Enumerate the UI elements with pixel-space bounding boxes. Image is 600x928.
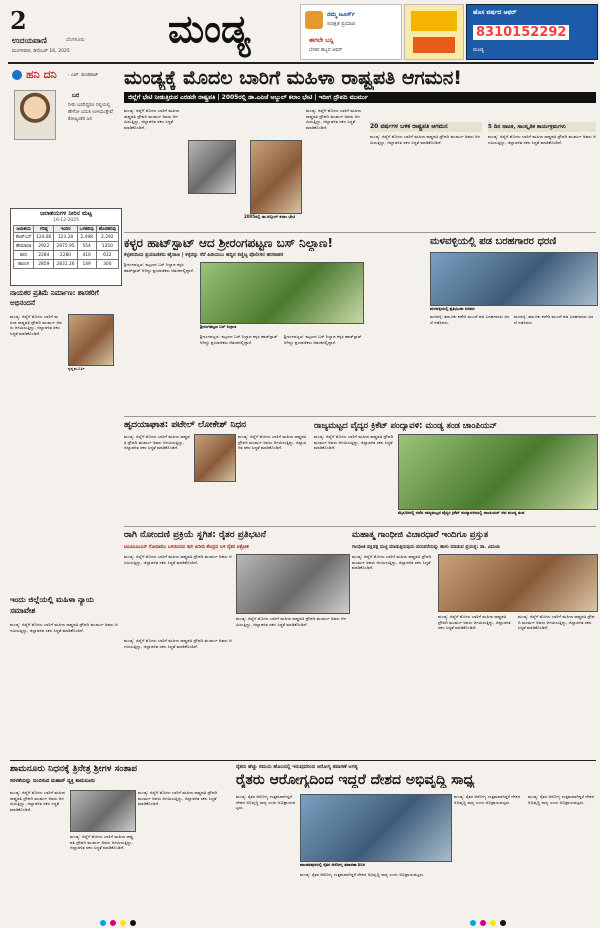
ad3-line1: ಹೊಸ ವರ್ಷದ ಆಫರ್ [473, 9, 517, 16]
reservoir-cell: ಕಬಿನಿ [14, 251, 34, 260]
farmers-kicker: ರೈತರು ಹೆಚ್ಚು ಸಮಯ ಹೊಲದಲ್ಲಿ ಇರುವುದರಿಂದ ಆರೋಗ್ಯ ತಪಾಸಣೆ ಅಗತ್ಯ [236, 764, 358, 770]
registration-mark-black [130, 920, 136, 926]
reservoir-cell: 1350 [96, 242, 118, 251]
reservoir-data-table [13, 225, 119, 269]
bus-headline: ಕಳ್ಳರ ಹಾಟ್‌ಸ್ಪಾಟ್ ಆದ ಶ್ರೀರಂಗಪಟ್ಟಣ ಬಸ್ ನಿಲ್ದಾಣ! [124, 236, 333, 250]
gandhi-body-col1: ಮಂಡ್ಯ: ಜಿಲ್ಲೆಗೆ ಮೊದಲ ಬಾರಿಗೆ ಮಹಿಳಾ ರಾಷ್ಟ್ರಪತಿ ದ್ರೌಪದಿ ಮುರ್ಮು ಅವರು ಆಗಮಿಸುತ್ತಿದ್ದು, ಜಿಲ್ಲಾಡಳಿತ ಸಕಲ ಸಿದ್ಧತೆ ಮಾಡಿಕೊಂಡಿದೆ. [352, 554, 432, 571]
rule-3 [124, 526, 596, 527]
registration-mark-black-2 [500, 920, 506, 926]
side-story-title: ನಾಯಕರ ಪ್ರತಿಮೆ ನಿರ್ಮಾಣ: ಶಾಸಕರಿಗೆ ಅಭಿನಂದನೆ [10, 289, 99, 307]
rule-4 [10, 760, 596, 761]
reservoir-cell: 124.80 [34, 233, 54, 242]
farmers-body-col3: ಮಂಡ್ಯ: ರೈತರ ಆರೋಗ್ಯ ಉತ್ತಮವಾಗಿದ್ದರೆ ದೇಶದ ಅಭಿವೃದ್ಧಿ ಸಾಧ್ಯ ಎಂದು ಅಭಿಪ್ರಾಯಪಟ್ಟರು. [454, 794, 521, 805]
farmers-body-col1: ಮಂಡ್ಯ: ರೈತರ ಆರೋಗ್ಯ ಉತ್ತಮವಾಗಿದ್ದರೆ ದೇಶದ ಅಭಿವೃದ್ಧಿ ಸಾಧ್ಯ ಎಂದು ಅಭಿಪ್ರಾಯಪಟ್ಟರು. [236, 794, 296, 811]
reservoir-cell: 2922 [34, 242, 54, 251]
hanidani-title: ಹನಿ ದನಿ [26, 68, 57, 81]
main-body-col2: ಮಂಡ್ಯ: ಜಿಲ್ಲೆಗೆ ಮೊದಲ ಬಾರಿಗೆ ಮಹಿಳಾ ರಾಷ್ಟ್ರಪತಿ ದ್ರೌಪದಿ ಮುರ್ಮು ಅವರು ಆಗಮಿಸುತ್ತಿದ್ದು, ಜಿಲ್ಲಾಡಳಿತ ಸಕಲ ಸಿದ್ಧತೆ ಮಾಡಿಕೊಂಡಿದೆ. [306, 108, 361, 130]
cricket-body: ಮಂಡ್ಯ: ಜಿಲ್ಲೆಗೆ ಮೊದಲ ಬಾರಿಗೆ ಮಹಿಳಾ ರಾಷ್ಟ್ರಪತಿ ದ್ರೌಪದಿ ಮುರ್ಮು ಅವರು ಆಗಮಿಸುತ್ತಿದ್ದು, ಜಿಲ್ಲಾಡಳಿತ ಸಕಲ ಸಿದ್ಧತೆ ಮಾಡಿಕೊಂಡಿದೆ. [314, 434, 394, 451]
shamanur-body-col3: ಮಂಡ್ಯ: ಜಿಲ್ಲೆಗೆ ಮೊದಲ ಬಾರಿಗೆ ಮಹಿಳಾ ರಾಷ್ಟ್ರಪತಿ ದ್ರೌಪದಿ ಮುರ್ಮು ಅವರು ಆಗಮಿಸುತ್ತಿದ್ದು, ಜಿಲ್ಲಾಡಳಿತ ಸಕಲ ಸಿದ್ಧತೆ ಮಾಡಿಕೊಂಡಿದೆ. [138, 790, 218, 807]
ad2-line2: ಬೆಳಕಿನ ಹಬ್ಬದ ಆಫರ್ [309, 48, 343, 53]
main-body-col1: ಮಂಡ್ಯ: ಜಿಲ್ಲೆಗೆ ಮೊದಲ ಬಾರಿಗೆ ಮಹಿಳಾ ರಾಷ್ಟ್ರಪತಿ ದ್ರೌಪದಿ ಮುರ್ಮು ಅವರು ಆಗಮಿಸುತ್ತಿದ್ದು, ಜಿಲ್ಲಾಡಳಿತ ಸಕಲ ಸಿದ್ಧತೆ ಮಾಡಿಕೊಂಡಿದೆ. [124, 108, 179, 130]
rain-body-col2: ಮಳವಳ್ಳಿ: ತಾಲೂಕು ಕಚೇರಿ ಮುಂದೆ ಪಡ ಬರಹಗಾರರು ಧರಣಿ ನಡೆಸಿದರು. [514, 314, 594, 325]
reservoir-header-cell: ಗರಿಷ್ಠ [34, 226, 54, 233]
hanidani-box [10, 66, 120, 206]
hanidani-byline: - ಎಚ್. ಡುಂಡಿರಾಜ್ [68, 73, 99, 78]
reservoir-header-cell: ಜಲಾಶಯ [14, 226, 34, 233]
side-story-photo-name: ಕೃಷ್ಣಮೂರ್ತಿ [68, 366, 85, 371]
main-box1-body: ಮಂಡ್ಯ: ಜಿಲ್ಲೆಗೆ ಮೊದಲ ಬಾರಿಗೆ ಮಹಿಳಾ ರಾಷ್ಟ್ರಪತಿ ದ್ರೌಪದಿ ಮುರ್ಮು ಅವರು ಆಗಮಿಸುತ್ತಿದ್ದು, ಜಿಲ್ಲಾಡಳಿತ ಸಕಲ ಸಿದ್ಧತೆ ಮಾಡಿಕೊಂಡಿದೆ. [370, 134, 481, 145]
ad2-flag-icon [411, 11, 457, 31]
rule-2 [124, 416, 596, 417]
ad2-badge [413, 37, 455, 53]
shamanur-body-col1: ಮಂಡ್ಯ: ಜಿಲ್ಲೆಗೆ ಮೊದಲ ಬಾರಿಗೆ ಮಹಿಳಾ ರಾಷ್ಟ್ರಪತಿ ದ್ರೌಪದಿ ಮುರ್ಮು ಅವರು ಆಗಮಿಸುತ್ತಿದ್ದು, ಜಿಲ್ಲಾಡಳಿತ ಸಕಲ ಸಿದ್ಧತೆ ಮಾಡಿಕೊಂಡಿದೆ. [10, 790, 65, 812]
murmu-photo [250, 140, 302, 214]
ad3-line2: ಮಂಡ್ಯ [473, 47, 484, 53]
reservoir-cell: 123.28 [54, 233, 77, 242]
main-box2-body: ಮಂಡ್ಯ: ಜಿಲ್ಲೆಗೆ ಮೊದಲ ಬಾರಿಗೆ ಮಹಿಳಾ ರಾಷ್ಟ್ರಪತಿ ದ್ರೌಪದಿ ಮುರ್ಮು ಅವರು ಆಗಮಿಸುತ್ತಿದ್ದು, ಜಿಲ್ಲಾಡಳಿತ ಸಕಲ ಸಿದ್ಧತೆ ಮಾಡಿಕೊಂಡಿದೆ. [488, 134, 596, 145]
bus-body-col3: ಶ್ರೀರಂಗಪಟ್ಟಣ: ಪಟ್ಟಣದ ಬಸ್ ನಿಲ್ದಾಣ ಕಳ್ಳರ ಹಾಟ್‌ಸ್ಪಾಟ್ ಆಗಿದ್ದು ಪ್ರಯಾಣಿಕರು ಆತಂಕದಲ್ಲಿದ್ದಾರೆ. [284, 334, 362, 345]
section-title: ಮಂಡ್ಯ [168, 6, 251, 51]
rain-headline: ಮಳವಳ್ಳಿಯಲ್ಲಿ ಪಡ ಬರಹಗಾರರ ಧರಣಿ [430, 236, 557, 247]
farmers-caption: ಪಾಂಡವಪುರದಲ್ಲಿ ರೈತರ ಆರೋಗ್ಯ ತಪಾಸಣಾ ಶಿಬಿರ [300, 862, 366, 867]
side-story [10, 288, 122, 588]
reservoir-cell: 2831.26 [54, 260, 77, 269]
side-story-photo [68, 314, 114, 366]
shamanur-body-col2: ಮಂಡ್ಯ: ಜಿಲ್ಲೆಗೆ ಮೊದಲ ಬಾರಿಗೆ ಮಹಿಳಾ ರಾಷ್ಟ್ರಪತಿ ದ್ರೌಪದಿ ಮುರ್ಮು ಅವರು ಆಗಮಿಸುತ್ತಿದ್ದು, ಜಿಲ್ಲಾಡಳಿತ ಸಕಲ ಸಿದ್ಧತೆ ಮಾಡಿಕೊಂಡಿದೆ. [70, 834, 134, 851]
reservoir-date: 16-12-2025 [53, 218, 79, 223]
registration-mark-magenta-2 [480, 920, 486, 926]
reservoir-title: ಜಲಾಶಯಗಳ ನೀರಿನ ಮಟ್ಟ [39, 210, 93, 217]
reservoir-cell: 2875.95 [54, 242, 77, 251]
reservoir-cell: 632 [96, 251, 118, 260]
bus-stand-photo [200, 262, 364, 324]
side-story-body: ಮಂಡ್ಯ: ಜಿಲ್ಲೆಗೆ ಮೊದಲ ಬಾರಿಗೆ ಮಹಿಳಾ ರಾಷ್ಟ್ರಪತಿ ದ್ರೌಪದಿ ಮುರ್ಮು ಅವರು ಆಗಮಿಸುತ್ತಿದ್ದು, ಜಿಲ್ಲಾಡಳಿತ ಸಕಲ ಸಿದ್ಧತೆ ಮಾಡಿಕೊಂಡಿದೆ. [10, 314, 62, 336]
date-line: ಮಂಗಳವಾರ, ಡಿಸೆಂಬರ್ 16, 2025 [12, 49, 70, 54]
heart-body-col1: ಮಂಡ್ಯ: ಜಿಲ್ಲೆಗೆ ಮೊದಲ ಬಾರಿಗೆ ಮಹಿಳಾ ರಾಷ್ಟ್ರಪತಿ ದ್ರೌಪದಿ ಮುರ್ಮು ಅವರು ಆಗಮಿಸುತ್ತಿದ್ದು, ಜಿಲ್ಲಾಡಳಿತ ಸಕಲ ಸಿದ್ಧತೆ ಮಾಡಿಕೊಂಡಿದೆ. [124, 434, 190, 451]
gandhi-headline: ಮಹಾತ್ಮ ಗಾಂಧೀಜಿ ವಿಚಾರಧಾರೆ ಇಂದಿಗೂ ಪ್ರಸ್ತುತ [352, 530, 489, 540]
bus-photo-caption: ಶ್ರೀರಂಗಪಟ್ಟಣ ಬಸ್ ನಿಲ್ದಾಣ [200, 324, 237, 329]
registration-mark-cyan [100, 920, 106, 926]
reservoir-header-cell: ಇಂದಿನ [54, 226, 77, 233]
farmers-camp-photo [300, 794, 452, 862]
reservoir-cell: 554 [77, 242, 96, 251]
gandhi-body-col3: ಮಂಡ್ಯ: ಜಿಲ್ಲೆಗೆ ಮೊದಲ ಬಾರಿಗೆ ಮಹಿಳಾ ರಾಷ್ಟ್ರಪತಿ ದ್ರೌಪದಿ ಮುರ್ಮು ಅವರು ಆಗಮಿಸುತ್ತಿದ್ದು, ಜಿಲ್ಲಾಡಳಿತ ಸಕಲ ಸಿದ್ಧತೆ ಮಾಡಿಕೊಂಡಿದೆ. [518, 614, 595, 631]
advertisement-1[interactable] [300, 4, 402, 60]
cricket-caption: ಮೈಸೂರಿನಲ್ಲಿ ನಡೆದ ರಾಜ್ಯಮಟ್ಟದ ವೈದ್ಯರ ಕ್ರಿಕೆಟ್ ಪಂದ್ಯಾವಳಿಯಲ್ಲಿ ಚಾಂಪಿಯನ್ ಆದ ಮಂಡ್ಯ ತಂಡ [398, 510, 525, 515]
masthead-rule [8, 62, 594, 64]
main-box2-title: 5 ದಿನ ನಾಟಕ, ಸಾಂಸ್ಕೃತಿಕ ಕಾರ್ಯಕ್ರಮಗಳು [488, 122, 596, 132]
ad1-line2: ಸುರಕ್ಷಿತ ಪ್ರಯಾಣ [327, 21, 356, 27]
farmers-headline: ರೈತರು ಆರೋಗ್ಯದಿಂದ ಇದ್ದರೆ ದೇಶದ ಅಭಿವೃದ್ಧಿ ಸಾಧ್ಯ [236, 772, 475, 788]
shamanur-headline-sub: ಸರಳತೆಯನ್ನು ಬಿಂಬಿಸುವ ಮಹಾನ್ ವ್ಯಕ್ತಿ ಶಾಮನೂರು [10, 778, 95, 784]
gandhi-headline-sub: ಗಾಂಧೀಜಿ ಪಕ್ಷಿಪಕ್ಷ ಮಟ್ಟಿ ಮಾಡುತ್ತಿರುವುದು ಪರಂಪರೆಯನ್ನು ಹಾಳು ಮಾಡುವ ಪ್ರಯತ್ನ: ಡಾ. ವಿಮಲಾ [352, 545, 500, 550]
registration-mark-cyan-2 [470, 920, 476, 926]
heart-body-col2: ಮಂಡ್ಯ: ಜಿಲ್ಲೆಗೆ ಮೊದಲ ಬಾರಿಗೆ ಮಹಿಳಾ ರಾಷ್ಟ್ರಪತಿ ದ್ರೌಪದಿ ಮುರ್ಮು ಅವರು ಆಗಮಿಸುತ್ತಿದ್ದು, ಜಿಲ್ಲಾಡಳಿತ ಸಕಲ ಸಿದ್ಧತೆ ಮಾಡಿಕೊಂಡಿದೆ. [238, 434, 307, 451]
reservoir-cell: 2,292 [96, 233, 118, 242]
ragi-protest-photo [236, 554, 350, 614]
reservoir-row [14, 233, 119, 242]
ragi-body-col1: ಮಂಡ್ಯ: ಜಿಲ್ಲೆಗೆ ಮೊದಲ ಬಾರಿಗೆ ಮಹಿಳಾ ರಾಷ್ಟ್ರಪತಿ ದ್ರೌಪದಿ ಮುರ್ಮು ಅವರು ಆಗಮಿಸುತ್ತಿದ್ದು, ಜಿಲ್ಲಾಡಳಿತ ಸಕಲ ಸಿದ್ಧತೆ ಮಾಡಿಕೊಂಡಿದೆ. [124, 554, 232, 565]
ad3-phone: 8310152292 [473, 25, 569, 40]
shamanur-photo [70, 790, 136, 832]
farmers-body-col4: ಮಂಡ್ಯ: ರೈತರ ಆರೋಗ್ಯ ಉತ್ತಮವಾಗಿದ್ದರೆ ದೇಶದ ಅಭಿವೃದ್ಧಿ ಸಾಧ್ಯ ಎಂದು ಅಭಿಪ್ರಾಯಪಟ್ಟರು. [528, 794, 595, 805]
women-body-col1: ಮಂಡ್ಯ: ಜಿಲ್ಲೆಗೆ ಮೊದಲ ಬಾರಿಗೆ ಮಹಿಳಾ ರಾಷ್ಟ್ರಪತಿ ದ್ರೌಪದಿ ಮುರ್ಮು ಅವರು ಆಗಮಿಸುತ್ತಿದ್ದು, ಜಿಲ್ಲಾಡಳಿತ ಸಕಲ ಸಿದ್ಧತೆ ಮಾಡಿಕೊಂಡಿದೆ. [10, 622, 118, 633]
women-headline: ಇಂದು ಜಿಲ್ಲೆಯಲ್ಲಿ ಮಹಿಳಾ ನ್ಯಾಯ ಸಮಾವೇಶ [10, 595, 94, 615]
heart-headline: ಹೃದಯಾಘಾತ: ಪಟೇಲ್ ಲೋಕೇಶ್ ನಿಧನ [124, 420, 247, 430]
ragi-body-col2: ಮಂಡ್ಯ: ಜಿಲ್ಲೆಗೆ ಮೊದಲ ಬಾರಿಗೆ ಮಹಿಳಾ ರಾಷ್ಟ್ರಪತಿ ದ್ರೌಪದಿ ಮುರ್ಮು ಅವರು ಆಗಮಿಸುತ್ತಿದ್ದು, ಜಿಲ್ಲಾಡಳಿತ ಸಕಲ ಸಿದ್ಧತೆ ಮಾಡಿಕೊಂಡಿದೆ. [236, 616, 347, 627]
reservoir-cell: 2,498 [77, 233, 96, 242]
registration-mark-magenta [110, 920, 116, 926]
reservoir-cell: ಹೇಮಾವತಿ [14, 242, 34, 251]
reservoir-row [14, 260, 119, 269]
rain-photo [430, 252, 598, 306]
hanidani-logo-icon [12, 70, 22, 80]
reservoir-cell: 410 [77, 251, 96, 260]
cricket-headline: ರಾಜ್ಯಮಟ್ಟದ ವೈದ್ಯರ ಕ್ರಿಕೆಟ್ ಪಂದ್ಯಾವಳಿ: ಮಂಡ್ಯ ತಂಡ ಚಾಂಪಿಯನ್ [314, 420, 497, 430]
kalam-photo [188, 140, 236, 194]
ad1-icon [305, 11, 323, 29]
page-number: 2 [10, 6, 27, 35]
ad2-line1: ಈಗಲೇ ಬನ್ನಿ [309, 37, 334, 44]
main-headline: ಮಂಡ್ಯಕ್ಕೆ ಮೊದಲ ಬಾರಿಗೆ ಮಹಿಳಾ ರಾಷ್ಟ್ರಪತಿ ಆಗಮನ! [124, 67, 462, 89]
lokesh-photo [194, 434, 236, 482]
reservoir-cell: 149 [77, 260, 96, 269]
reservoir-row [14, 251, 119, 260]
reservoir-cell: 2284 [34, 251, 54, 260]
bus-headline-sub: ಕಳ್ಳತನದಿಂದ ಪ್ರಯಾಣಿಕರು ಹೈರಾಣ | ಕಳ್ಳರನ್ನು ಸೆರೆ ಹಿಡಿಯಲು ಹದ್ದಿನ ಕಣ್ಣಿಟ್ಟ ಪೊಲೀಸರ ಹರಸಾಹಸ [124, 252, 284, 258]
hanidani-poem-title: ಬರ [72, 92, 80, 99]
bus-body-col2: ಶ್ರೀರಂಗಪಟ್ಟಣ: ಪಟ್ಟಣದ ಬಸ್ ನಿಲ್ದಾಣ ಕಳ್ಳರ ಹಾಟ್‌ಸ್ಪಾಟ್ ಆಗಿದ್ದು ಪ್ರಯಾಣಿಕರು ಆತಂಕದಲ್ಲಿದ್ದಾರೆ. [200, 334, 278, 345]
reservoir-cell: 2280 [54, 251, 77, 260]
paper-name: ಉದಯವಾಣಿ [12, 36, 47, 45]
main-photo-caption: 2005ರಲ್ಲಿ ಡಾ.ಅಬ್ದುಲ್ ಕಲಾಂ ಭೇಟಿ [244, 214, 296, 219]
reservoir-cell: ಹಾರಂಗಿ [14, 260, 34, 269]
main-box1-title: 20 ವರ್ಷಗಳ ಬಳಿಕ ರಾಷ್ಟ್ರಪತಿ ಆಗಮನ [370, 122, 482, 132]
gandhi-event-photo [438, 554, 598, 612]
gandhi-body-col2: ಮಂಡ್ಯ: ಜಿಲ್ಲೆಗೆ ಮೊದಲ ಬಾರಿಗೆ ಮಹಿಳಾ ರಾಷ್ಟ್ರಪತಿ ದ್ರೌಪದಿ ಮುರ್ಮು ಅವರು ಆಗಮಿಸುತ್ತಿದ್ದು, ಜಿಲ್ಲಾಡಳಿತ ಸಕಲ ಸಿದ್ಧತೆ ಮಾಡಿಕೊಂಡಿದೆ. [438, 614, 511, 631]
reservoir-row [14, 242, 119, 251]
hanidani-cartoon [14, 90, 56, 140]
reservoir-header-cell: ಹೊರಹರಿವು [96, 226, 118, 233]
registration-mark-yellow-2 [490, 920, 496, 926]
edition-label: ಬೆಂಗಳೂರು [66, 37, 85, 43]
reservoir-table [10, 208, 122, 286]
reservoir-cell: 300 [96, 260, 118, 269]
bus-body-col1: ಶ್ರೀರಂಗಪಟ್ಟಣ: ಪಟ್ಟಣದ ಬಸ್ ನಿಲ್ದಾಣ ಕಳ್ಳರ ಹಾಟ್‌ಸ್ಪಾಟ್ ಆಗಿದ್ದು ಪ್ರಯಾಣಿಕರು ಆತಂಕದಲ್ಲಿದ್ದಾರೆ. [124, 262, 195, 273]
rain-caption: ಮಳವಳ್ಳಿಯಲ್ಲಿ ಪ್ರತಿಭಟನಾ ನಿರತರು [430, 306, 475, 311]
farmers-body-col2: ಮಂಡ್ಯ: ರೈತರ ಆರೋಗ್ಯ ಉತ್ತಮವಾಗಿದ್ದರೆ ದೇಶದ ಅಭಿವೃದ್ಧಿ ಸಾಧ್ಯ ಎಂದು ಅಭಿಪ್ರಾಯಪಟ್ಟರು. [300, 872, 425, 877]
women-body-col2: ಮಂಡ್ಯ: ಜಿಲ್ಲೆಗೆ ಮೊದಲ ಬಾರಿಗೆ ಮಹಿಳಾ ರಾಷ್ಟ್ರಪತಿ ದ್ರೌಪದಿ ಮುರ್ಮು ಅವರು ಆಗಮಿಸುತ್ತಿದ್ದು, ಜಿಲ್ಲಾಡಳಿತ ಸಕಲ ಸಿದ್ಧತೆ ಮಾಡಿಕೊಂಡಿದೆ. [124, 638, 232, 649]
reservoir-header-cell: ಒಳಹರಿವು [77, 226, 96, 233]
advertisement-3[interactable] [466, 4, 598, 60]
hanidani-poem: ನೀರು ಬರದಿದ್ದರೂ ನಲ್ಲಿಯಲ್ಲಿ ಹೇಗೋ ಬದುಕಿ ಉಳಿಯುತ್ತೇವೆ ಕೋಟ್ಯಂತರ ಜನ [68, 103, 113, 122]
rule-1 [124, 232, 596, 233]
rain-body-col1: ಮಳವಳ್ಳಿ: ತಾಲೂಕು ಕಚೇರಿ ಮುಂದೆ ಪಡ ಬರಹಗಾರರು ಧರಣಿ ನಡೆಸಿದರು. [430, 314, 510, 325]
shamanur-headline: ಶಾಮನೂರು ನಿಧನಕ್ಕೆ ತ್ರಿನೇತ್ರ ಶ್ರೀಗಳ ಸಂತಾಪ [10, 764, 138, 774]
ad1-line1: ನಮ್ಮ ಟೂರ್ಸ್ [327, 11, 355, 18]
main-headline-sub: ಜಿಲ್ಲೆಗೆ ಭೇಟಿ ನೀಡುತ್ತಿರುವ ಎರಡನೇ ರಾಷ್ಟ್ರಪತಿ | 2005ರಲ್ಲಿ ಡಾ.ಎಪಿಜೆ ಅಬ್ದುಲ್ ಕಲಾಂ ಭೇಟಿ | ಇದೀಗ ದ್ರೌಪದಿ ಮುರ್ಮು [124, 92, 596, 103]
ragi-headline-sub: ಟಿಎಪಿಸಿಎಂಎಸ್ ಗೋದಾಮು ಬಳಿಯಿರುವ ರಾಗಿ ಖರೀದಿ ಕೇಂದ್ರದ ಬಳಿ ರೈತರ ಆಕ್ರೋಶ [124, 545, 249, 550]
reservoir-cell: ಕೆಆರ್‌ಎಸ್ [14, 233, 34, 242]
registration-mark-yellow [120, 920, 126, 926]
ragi-headline: ರಾಗಿ ನೋಂದಣಿ ಪ್ರಕ್ರಿಯೆ ಸ್ಥಗಿತ: ರೈತರ ಪ್ರತಿಭಟನೆ [124, 530, 267, 540]
reservoir-cell: 2859 [34, 260, 54, 269]
cricket-team-photo [398, 434, 598, 510]
masthead [0, 0, 600, 62]
advertisement-2[interactable] [404, 4, 464, 60]
